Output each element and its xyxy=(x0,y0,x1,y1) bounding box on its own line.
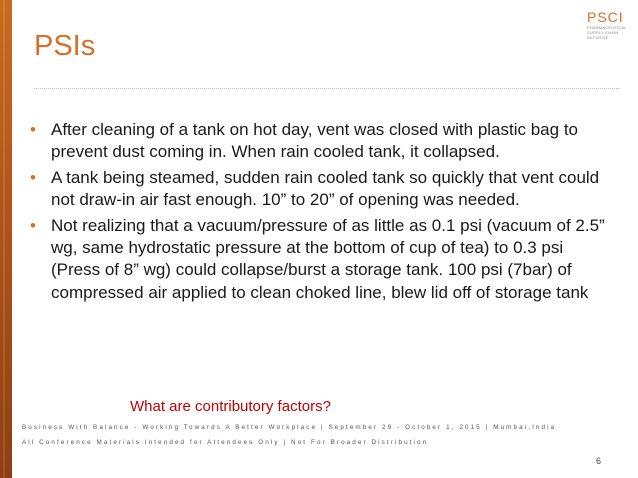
footer-line-2: All Conference Materials Intended for Attendees Only | Not For Broader Distribution xyxy=(22,439,429,446)
bullet-dot-icon: • xyxy=(30,215,36,235)
bullet-text: Not realizing that a vacuum/pressure of as little as 0.1 psi (vacuum of 2.5” wg, same hydrostatic pressure at the bottom of cup of tea) to 0.3 psi (Press of 8” wg) could collapse/burst a storage tank. 100 psi (7bar) of compressed air applied to clean choked line, blew lid off of storage tank xyxy=(51,215,605,302)
bullet-text: A tank being steamed, sudden rain cooled tank so quickly that vent could not draw-in air fast enough. 10” to 20” of opening was needed. xyxy=(51,167,600,210)
bullet-item xyxy=(30,119,610,164)
logo-sub-line-2: SUPPLY CHAIN xyxy=(587,30,619,35)
footer-line-1: Business With Balance - Working Towards A Better Workplace | September 29 - October 1, 2015 | Mumbai,India xyxy=(22,424,557,431)
logo-sub-line-3: INITIATIVE xyxy=(587,35,609,40)
bullet-dot-icon: • xyxy=(30,120,36,139)
slide-title: PSIs xyxy=(34,30,96,62)
bullet-text: After cleaning of a tank on hot day, vent was closed with plastic bag to prevent dust coming in. When rain cooled tank, it collapsed. xyxy=(51,120,578,162)
page-number: 6 xyxy=(596,456,602,466)
title-divider xyxy=(34,88,619,89)
bullet-item xyxy=(30,215,610,305)
bullet-dot-icon: • xyxy=(30,167,36,187)
question-text: What are contributory factors? xyxy=(130,398,331,415)
logo-main-text: PSCI xyxy=(587,9,624,25)
bullet-list xyxy=(30,119,610,307)
bullet-item xyxy=(30,167,610,212)
logo-sub-line-1: PHARMACEUTICAL xyxy=(587,25,627,30)
psci-logo xyxy=(587,9,633,40)
left-accent-bar xyxy=(0,0,12,478)
